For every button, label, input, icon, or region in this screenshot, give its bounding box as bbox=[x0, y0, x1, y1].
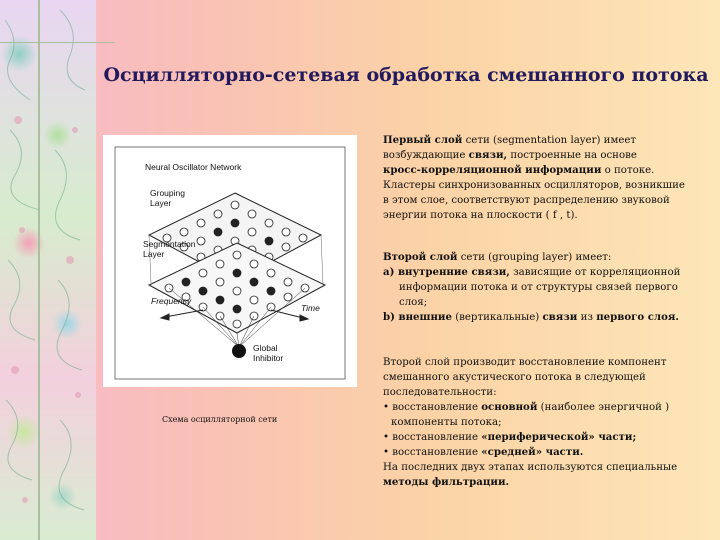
network-diagram bbox=[103, 135, 357, 387]
global-inhibitor-node bbox=[232, 344, 246, 358]
figure-caption: Схема осцилляторной сети bbox=[162, 415, 278, 424]
decorative-horizontal-line bbox=[0, 42, 115, 43]
paragraph-restoration: Второй слой производит восстановление компонент смешанного акустического потока в следующей последовательности: • восстановление основной (наиболее энергичной ) компоненты потока; • восстановление «периферической» части; • восстановление «средней» части. На последних двух этапах используются специальные методы фильтрации. bbox=[383, 357, 678, 488]
grouping-label-line2: Layer bbox=[150, 198, 172, 208]
paragraph-second-layer: Второй слой сети (grouping layer) имеет: a) внутренние связи, зависящие от корреляционной информации потока и от структуры связей первого слоя; b) внешние (вертикальные) связи из первого слоя. bbox=[383, 251, 681, 323]
inhibitor-label-line1: Global bbox=[253, 343, 278, 353]
decorative-side-pattern bbox=[0, 0, 96, 540]
frequency-label: Frequency bbox=[151, 296, 192, 306]
segmentation-label-line2: Layer bbox=[143, 249, 165, 259]
decorative-vertical-line bbox=[38, 0, 40, 540]
segmentation-label-line1: Segmentation bbox=[143, 239, 196, 249]
network-diagram-svg bbox=[103, 135, 357, 387]
grouping-label-line1: Grouping bbox=[150, 188, 185, 198]
network-title-label: Neural Oscillator Network bbox=[145, 162, 242, 172]
paragraph-first-layer: Первый слой сети (segmentation layer) имеет возбуждающие связи, построенные на основе кросс-корреляционной информации о потоке. Кластеры синхронизованных осцилляторов, возникшие в этом слое, соответствуют распределению звуковой энергии потока на плоскости ( f , t). bbox=[383, 134, 685, 221]
time-label: Time bbox=[301, 303, 320, 313]
decorative-pattern-svg bbox=[0, 0, 96, 540]
inhibitor-label-line2: Inhibitor bbox=[253, 353, 284, 363]
slide-title: Осцилляторно-сетевая обработка смешанного потока bbox=[103, 64, 709, 86]
